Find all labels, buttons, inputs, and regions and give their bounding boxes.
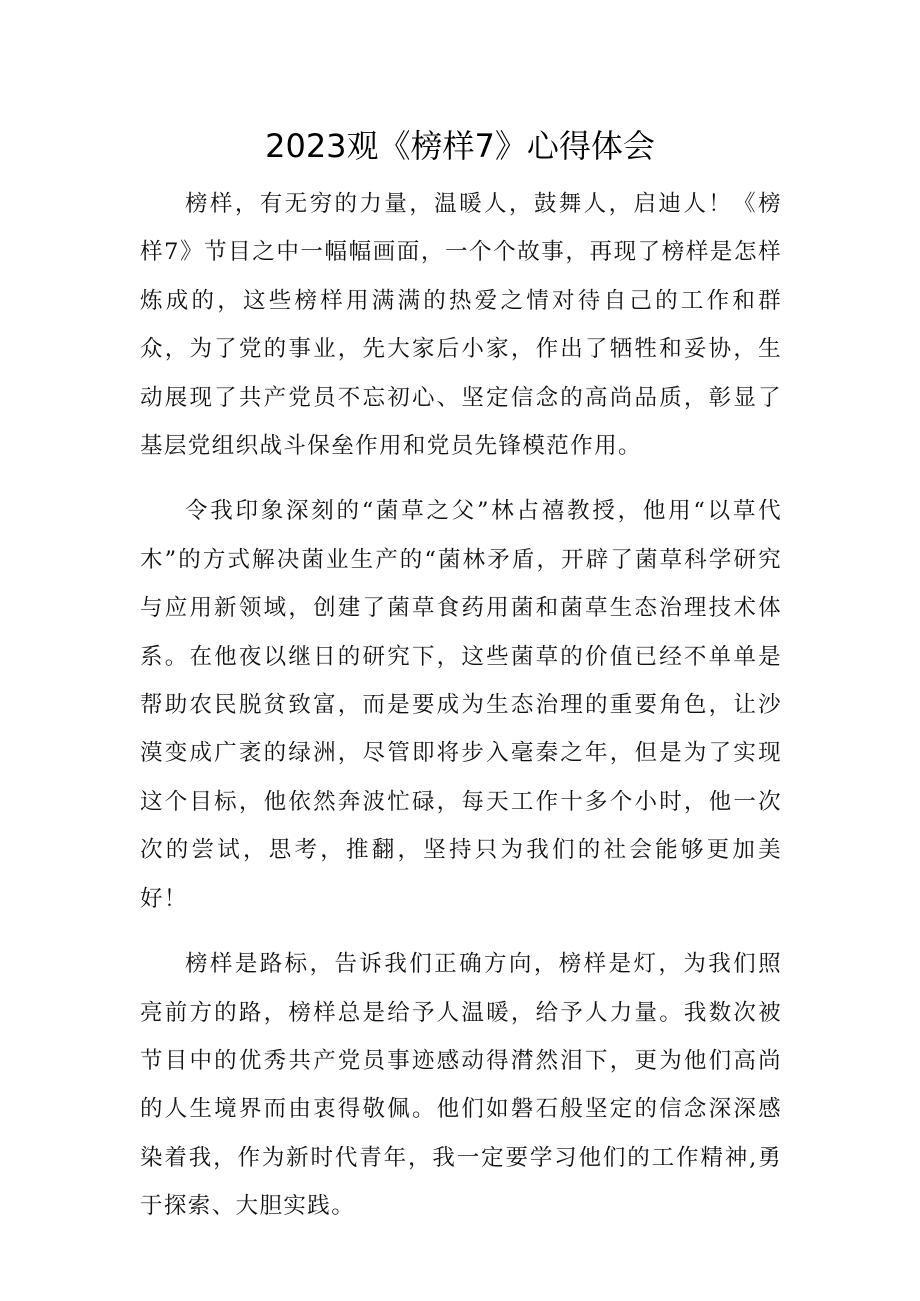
paragraph-1: 榜样，有无穷的力量，温暖人，鼓舞人，启迪人！《榜样7》节目之中一幅幅画面，一个个故事，再现了榜样是怎样炼成的，这些榜样用满满的热爱之情对待自己的工作和群众，为了党的事业，先大家后小家，作出了牺牲和妥协，生动展现了共产党员不忘初心、坚定信念的高尚品质，彰显了基层党组织战斗保垒作用和党员先锋模范作用。 <box>140 191 782 460</box>
document-body <box>140 180 782 1248</box>
paragraph-3: 榜样是路标，告诉我们正确方向，榜样是灯，为我们照亮前方的路，榜样总是给予人温暖，给予人力量。我数次被节目中的优秀共产党员事迹感动得潸然泪下，更为他们高尚的人生境界而由衷得敬佩。他们如磐石般坚定的信念深深感染着我，作为新时代青年，我一定要学习他们的工作精神,勇于探索、大胆实践。 <box>140 951 783 1220</box>
document-title: 2023观《榜样7》心得体会 <box>265 127 655 165</box>
paragraph-2: 令我印象深刻的“菌草之父”林占禧教授，他用“以草代木”的方式解决菌业生产的“菌林矛盾，开辟了菌草科学研究与应用新领域，创建了菌草食药用菌和菌草生态治理技术体系。在他夜以继日的研究下，这些菌草的价值已经不单单是帮助农民脱贫致富，而是要成为生态治理的重要角色，让沙漠变成广袤的绿洲，尽管即将步入毫秦之年，但是为了实现这个目标，他依然奔波忙碌，每天工作十多个小时，他一次次的尝试，思考，推翻，坚持只为我们的社会能够更加美好！ <box>140 498 782 912</box>
